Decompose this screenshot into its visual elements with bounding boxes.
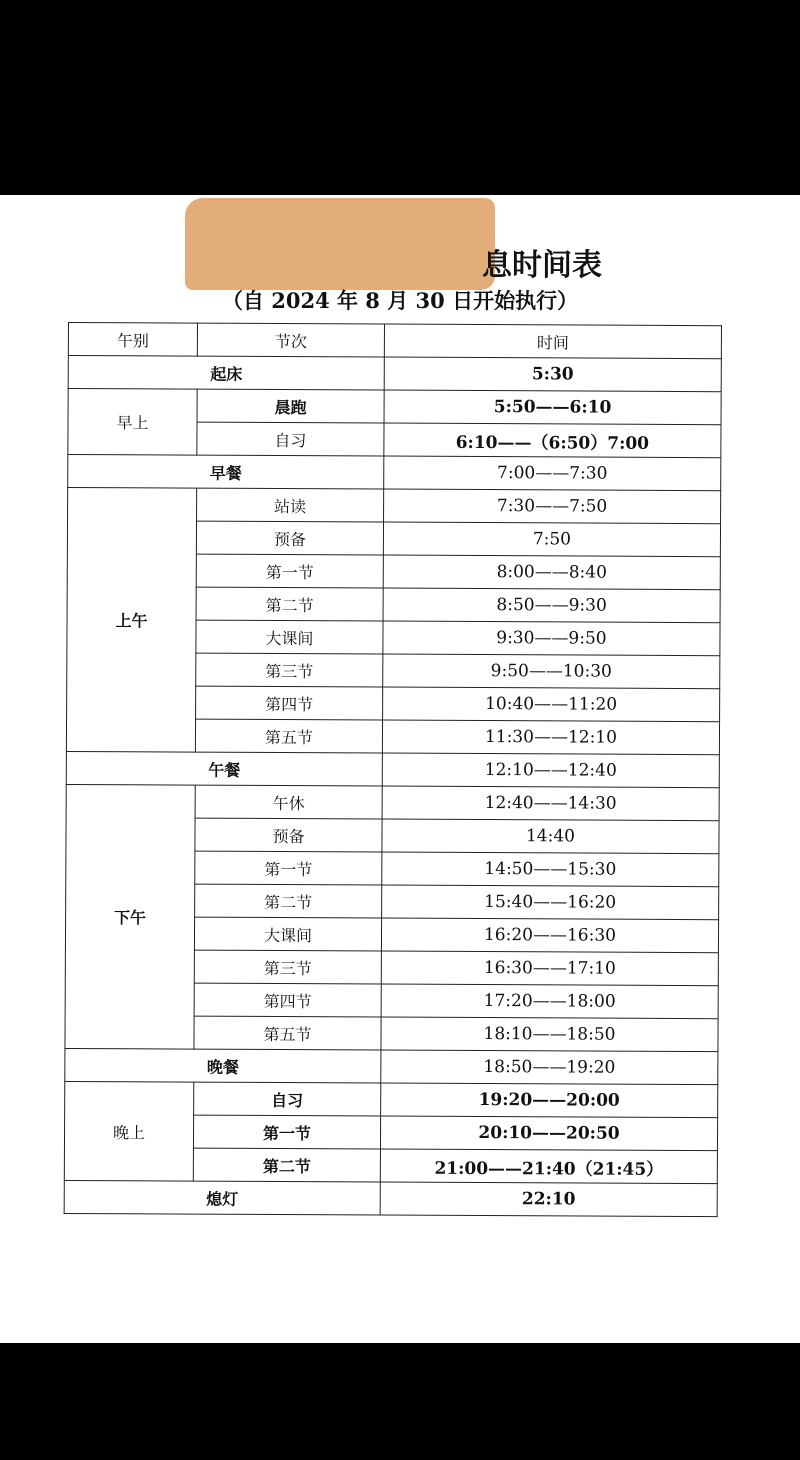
schedule-table <box>64 322 722 1217</box>
table-row <box>68 455 721 491</box>
row-label: 午餐 <box>66 751 382 786</box>
table-row <box>68 488 721 524</box>
row-label: 第五节 <box>195 719 382 753</box>
row-time: 21:00——21:40（21:45） <box>380 1149 717 1184</box>
row-label: 自习 <box>197 422 384 456</box>
row-time: 15:40——16:20 <box>382 885 719 920</box>
row-time: 19:20——20:00 <box>381 1083 718 1118</box>
group-label: 晚上 <box>64 1081 193 1181</box>
row-time: 11:30——12:10 <box>382 720 719 755</box>
row-time: 5:30 <box>384 357 721 392</box>
row-label: 第二节 <box>195 884 382 918</box>
row-time: 12:40——14:30 <box>382 786 719 821</box>
row-time: 7:30——7:50 <box>384 489 721 524</box>
header-session: 节次 <box>197 323 384 357</box>
row-time: 16:30——17:10 <box>381 951 718 986</box>
row-time: 22:10 <box>380 1182 717 1217</box>
row-label: 第一节 <box>193 1115 380 1149</box>
table-row <box>68 356 721 392</box>
row-time: 9:30——9:50 <box>383 621 720 656</box>
row-label: 第五节 <box>194 1016 381 1050</box>
row-label: 大课间 <box>196 620 383 654</box>
table-row <box>64 1180 717 1216</box>
row-label: 站读 <box>197 488 384 522</box>
row-time: 6:10——（6:50）7:00 <box>384 423 721 458</box>
row-time: 12:10——12:40 <box>382 753 719 788</box>
page-subtitle: （自 2024 年 8 月 30 日开始执行） <box>221 288 579 313</box>
group-label: 早上 <box>68 389 197 456</box>
row-label: 第四节 <box>196 686 383 720</box>
row-label: 起床 <box>68 356 384 391</box>
row-label: 第二节 <box>196 587 383 621</box>
row-time: 8:50——9:30 <box>383 588 720 623</box>
row-label: 第一节 <box>196 554 383 588</box>
header-time: 时间 <box>384 324 721 359</box>
row-time: 5:50——6:10 <box>384 390 721 425</box>
row-time: 18:10——18:50 <box>381 1017 718 1052</box>
table-row <box>66 784 719 820</box>
row-time: 9:50——10:30 <box>383 654 720 689</box>
row-time: 14:40 <box>382 819 719 854</box>
row-time: 20:10——20:50 <box>380 1116 717 1151</box>
row-label: 预备 <box>195 818 382 852</box>
row-time: 18:50——19:20 <box>381 1050 718 1085</box>
row-label: 第三节 <box>194 950 381 984</box>
row-label: 大课间 <box>194 917 381 951</box>
row-label: 第一节 <box>195 851 382 885</box>
row-label: 第四节 <box>194 983 381 1017</box>
row-label: 第二节 <box>193 1148 380 1182</box>
row-label: 预备 <box>196 521 383 555</box>
row-time: 7:50 <box>383 522 720 557</box>
table-row <box>65 1048 718 1084</box>
row-label: 自习 <box>194 1082 381 1116</box>
row-time: 17:20——18:00 <box>381 984 718 1019</box>
row-time: 16:20——16:30 <box>381 918 718 953</box>
row-time: 8:00——8:40 <box>383 555 720 590</box>
row-label: 晚餐 <box>65 1048 381 1083</box>
group-label: 下午 <box>65 784 195 1049</box>
table-row <box>66 751 719 787</box>
row-label: 午休 <box>195 785 382 819</box>
row-label: 熄灯 <box>64 1180 380 1215</box>
row-time: 10:40——11:20 <box>383 687 720 722</box>
row-label: 第三节 <box>196 653 383 687</box>
table-header-row <box>68 323 721 359</box>
redaction-patch <box>185 198 495 290</box>
row-time: 14:50——15:30 <box>382 852 719 887</box>
row-label: 晨跑 <box>197 389 384 423</box>
row-time: 7:00——7:30 <box>384 456 721 491</box>
row-label: 早餐 <box>68 455 384 490</box>
table-row <box>65 1081 718 1117</box>
table-row <box>68 389 721 425</box>
header-period: 午别 <box>68 323 197 357</box>
group-label: 上午 <box>66 488 196 753</box>
